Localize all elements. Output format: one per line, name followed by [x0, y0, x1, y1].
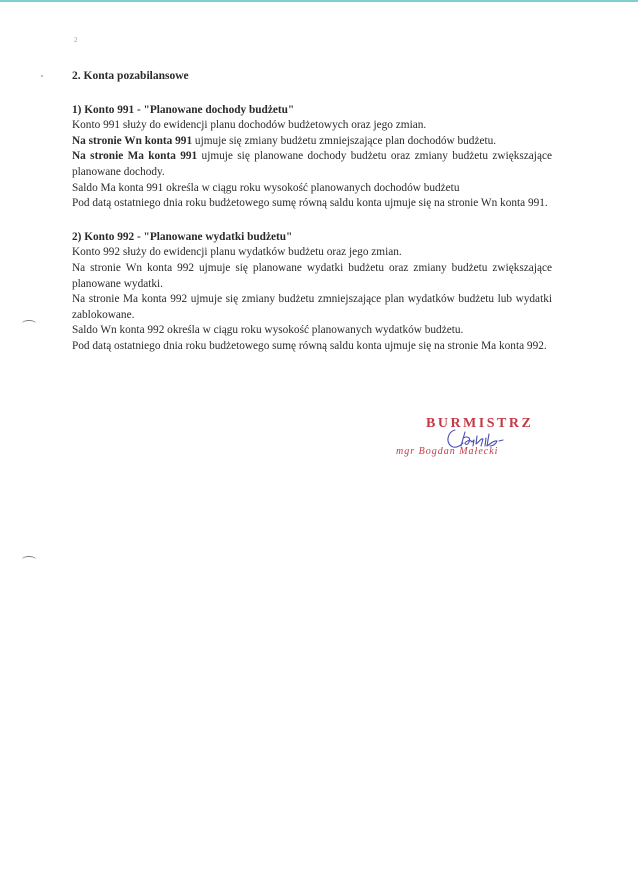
- account-992-para-4: Saldo Wn konta 992 określa w ciągu roku wysokość planowanych wydatków budżetu.: [72, 324, 464, 337]
- account-991-para-1: Konto 991 służy do ewidencji planu dochodów budżetowych oraz jego zmian.: [72, 119, 427, 132]
- account-992-para-3: Na stronie Ma konta 992 ujmuje się zmiany budżetu zmniejszające plan wydatków budżetu lub wydatki zablokowane.: [72, 293, 552, 321]
- section-title: 2. Konta pozabilansowe: [72, 70, 189, 82]
- account-992-para-1: Konto 992 służy do ewidencji planu wydatków budżetu oraz jego zmian.: [72, 246, 402, 259]
- account-991-para-3: [72, 149, 552, 180]
- document-body: [72, 69, 552, 373]
- account-992-para-5: Pod datą ostatniego dnia roku budżetowego sumę równą saldu konta ujmuje się na stronie Ma konta 992.: [72, 339, 547, 352]
- punch-hole-mark: [22, 556, 36, 563]
- account-991-para-4: Saldo Ma konta 991 określa w ciągu roku wysokość planowanych dochodów budżetu: [72, 181, 460, 194]
- account-991-heading: 1) Konto 991 - "Planowane dochody budżetu": [72, 103, 295, 116]
- account-991-para-3-rest: ujmuje się planowane dochody budżetu oraz zmiany budżetu zwiększające planowane dochody.: [72, 150, 552, 178]
- account-991-block: [72, 103, 552, 212]
- account-991-para-5: Pod datą ostatniego dnia roku budżetowego sumę równą saldu konta ujmuje się na stronie Wn konta 991.: [72, 197, 548, 210]
- account-992-para-2: Na stronie Wn konta 992 ujmuje się planowane wydatki budżetu oraz zmiany budżetu zwiększające planowane wydatki.: [72, 261, 552, 290]
- punch-hole-mark: [22, 320, 36, 327]
- stamp-name: mgr Bogdan Małecki: [396, 446, 499, 457]
- account-992-block: [72, 230, 552, 355]
- account-991-para-2-bold: Na stronie Wn konta 991: [72, 134, 193, 147]
- account-991-para-3-bold: Na stronie Ma konta 991: [72, 150, 198, 163]
- account-991-para-2: [72, 134, 552, 150]
- mayor-stamp: [396, 412, 546, 472]
- scan-dot: [41, 75, 43, 77]
- page-mark: 2: [74, 36, 78, 44]
- account-992-heading: 2) Konto 992 - "Planowane wydatki budżetu": [72, 230, 293, 243]
- account-991-para-2-rest: ujmuje się zmiany budżetu zmniejszające plan dochodów budżetu.: [192, 134, 497, 147]
- scan-top-edge: [0, 0, 638, 2]
- stamp-title: BURMISTRZ: [426, 416, 534, 431]
